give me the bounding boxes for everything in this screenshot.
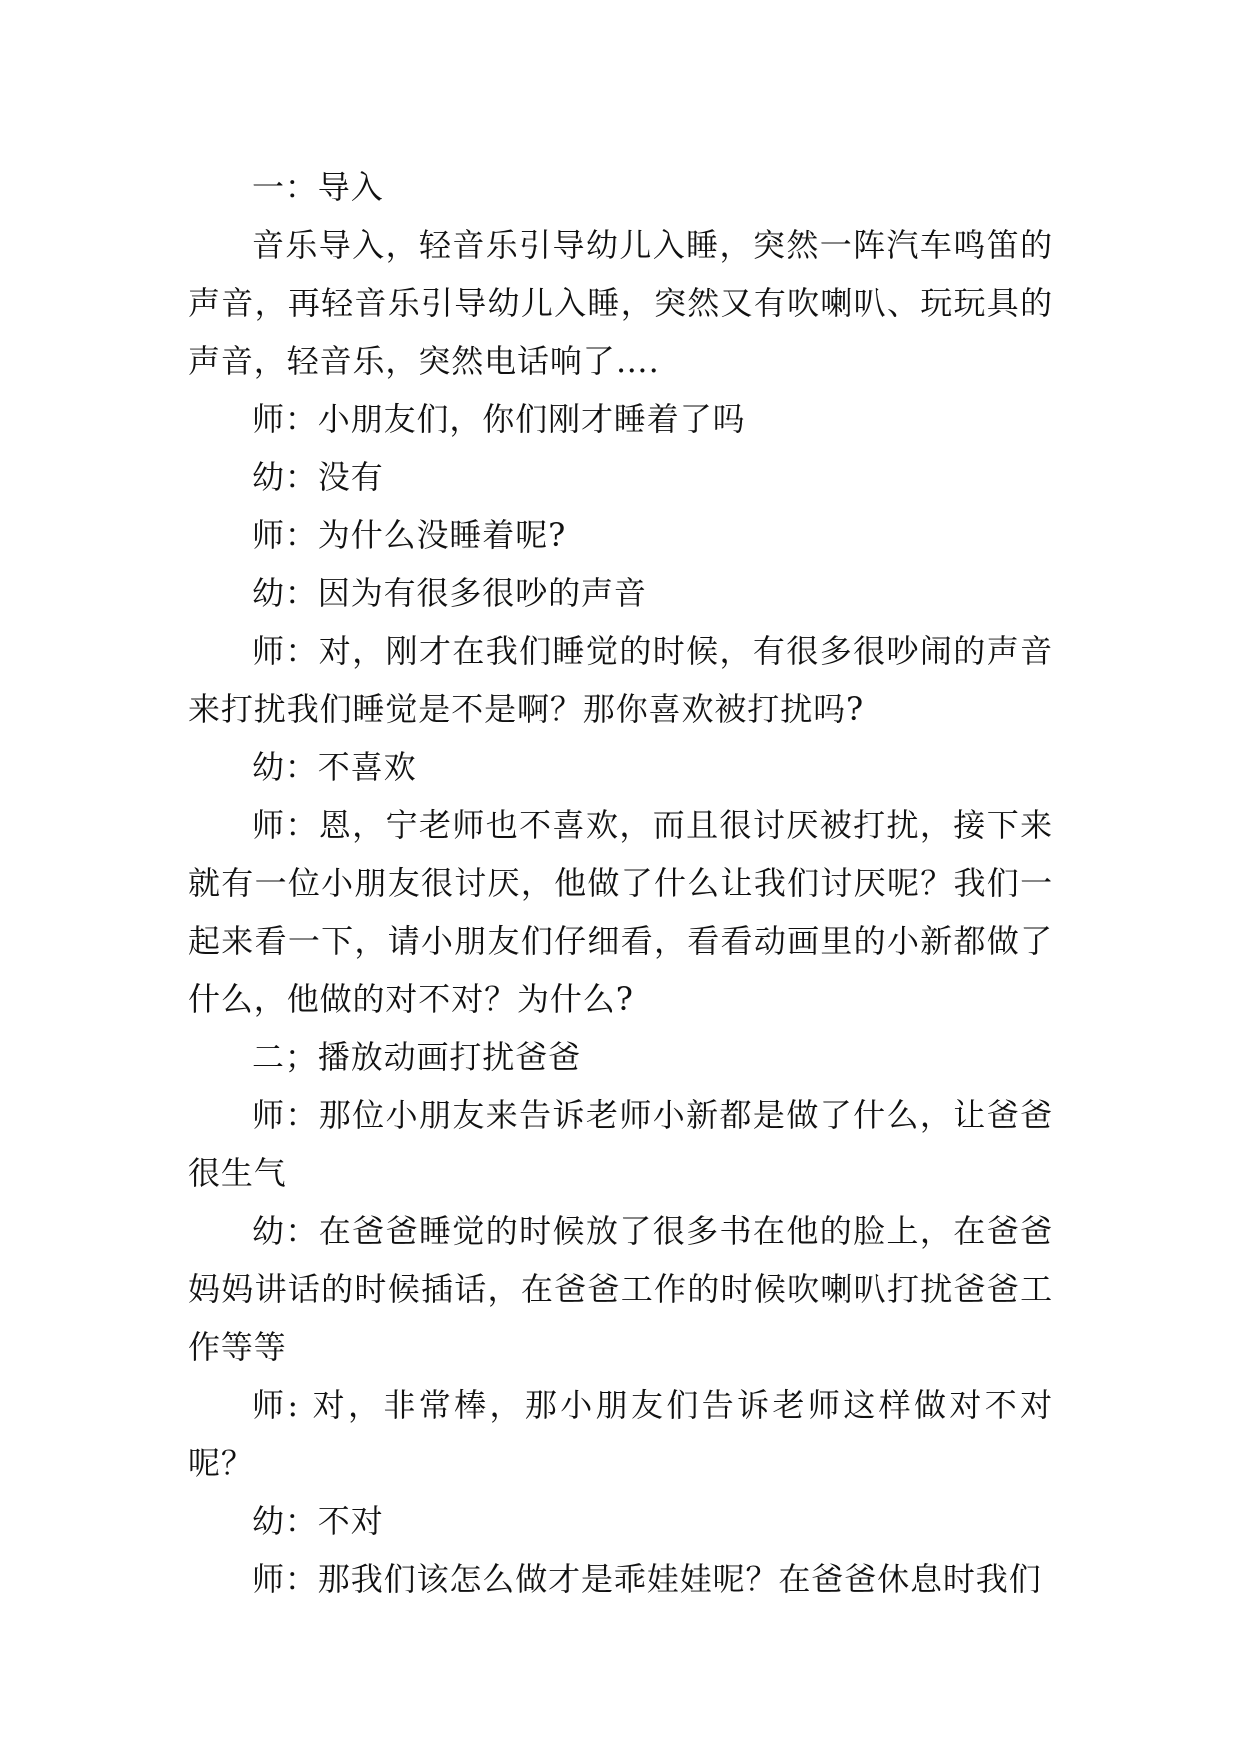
dialogue-line: 师：为什么没睡着呢? xyxy=(252,516,567,554)
section-heading-animation: 二；播放动画打扰爸爸 xyxy=(252,1038,582,1076)
dialogue-line: 幼：因为有很多很吵的声音 xyxy=(252,574,647,612)
document-body xyxy=(188,158,1053,1608)
dialogue-line: 幼：没有 xyxy=(252,458,384,496)
dialogue-line: 幼：在爸爸睡觉的时候放了很多书在他的脸上，在爸爸妈妈讲话的时候插话，在爸爸工作的时候吹喇叭打扰爸爸工作等等 xyxy=(188,1212,1053,1366)
dialogue-line: 师：恩，宁老师也不喜欢，而且很讨厌被打扰，接下来就有一位小朋友很讨厌，他做了什么让我们讨厌呢？我们一起来看一下，请小朋友们仔细看，看看动画里的小新都做了什么，他做的对不对？为什么? xyxy=(188,806,1053,1018)
dialogue-line: 师：对，刚才在我们睡觉的时候，有很多很吵闹的声音来打扰我们睡觉是不是啊？那你喜欢被打扰吗? xyxy=(188,632,1053,728)
dialogue-line: 师：那位小朋友来告诉老师小新都是做了什么，让爸爸很生气 xyxy=(188,1096,1053,1192)
dialogue-line: 师: 对，非常棒，那小朋友们告诉老师这样做对不对呢？ xyxy=(188,1386,1053,1482)
dialogue-line: 师：小朋友们，你们刚才睡着了吗 xyxy=(252,400,746,438)
dialogue-line: 幼：不喜欢 xyxy=(252,748,417,786)
section-heading-intro: 一：导入 xyxy=(252,168,384,206)
dialogue-line: 师：那我们该怎么做才是乖娃娃呢？在爸爸休息时我们 xyxy=(252,1560,1042,1598)
dialogue-line: 幼：不对 xyxy=(252,1502,384,1540)
paragraph-music-intro: 音乐导入，轻音乐引导幼儿入睡，突然一阵汽车鸣笛的声音，再轻音乐引导幼儿入睡，突然又有吹喇叭、玩玩具的声音，轻音乐，突然电话响了…. xyxy=(188,226,1053,380)
